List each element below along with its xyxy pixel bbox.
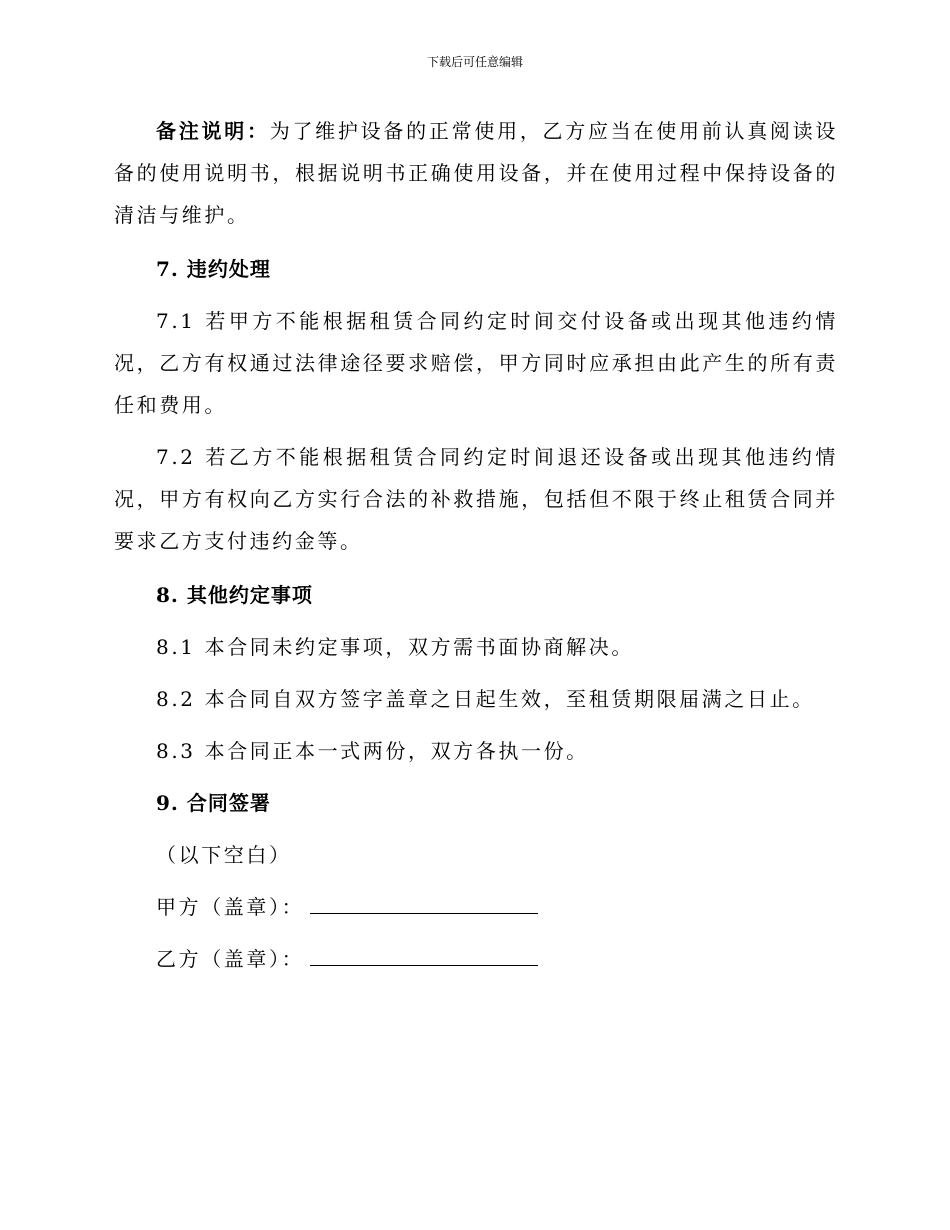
blank-note: （以下空白）	[156, 843, 292, 867]
remark-paragraph	[114, 110, 838, 236]
party-a-signature-line	[310, 887, 538, 914]
remark-label: 备注说明：	[156, 119, 270, 143]
clause-7-2: 7.2 若乙方不能根据租赁合同约定时间退还设备或出现其他违约情况，甲方有权向乙方实行合法的补救措施，包括但不限于终止租赁合同并要求乙方支付违约金等。	[114, 445, 838, 553]
clause-8-2: 8.2 本合同自双方签字盖章之日起生效，至租赁期限届满之日止。	[156, 687, 815, 711]
party-b-signature-line	[310, 939, 538, 966]
section-9-heading: 9. 合同签署	[156, 791, 271, 815]
party-a-label: 甲方（盖章）：	[156, 895, 305, 919]
party-b-label: 乙方（盖章）：	[156, 947, 305, 971]
section-8-heading: 8. 其他约定事项	[156, 583, 313, 607]
clause-8-3: 8.3 本合同正本一式两份，双方各执一份。	[156, 739, 589, 763]
page-header: 下载后可任意编辑	[426, 55, 523, 69]
party-a-signature-row	[114, 886, 838, 928]
remark-text: 为了维护设备的正常使用，乙方应当在使用前认真阅读设备的使用说明书，根据说明书正确使用设备，并在使用过程中保持设备的清洁与维护。	[114, 119, 839, 227]
clause-7-1: 7.1 若甲方不能根据租赁合同约定时间交付设备或出现其他违约情况，乙方有权通过法律途径要求赔偿，甲方同时应承担由此产生的所有责任和费用。	[114, 309, 838, 417]
document-body	[114, 110, 838, 980]
clause-8-1: 8.1 本合同未约定事项，双方需书面协商解决。	[156, 635, 634, 659]
section-7-heading: 7. 违约处理	[156, 257, 271, 281]
party-b-signature-row	[114, 938, 838, 980]
